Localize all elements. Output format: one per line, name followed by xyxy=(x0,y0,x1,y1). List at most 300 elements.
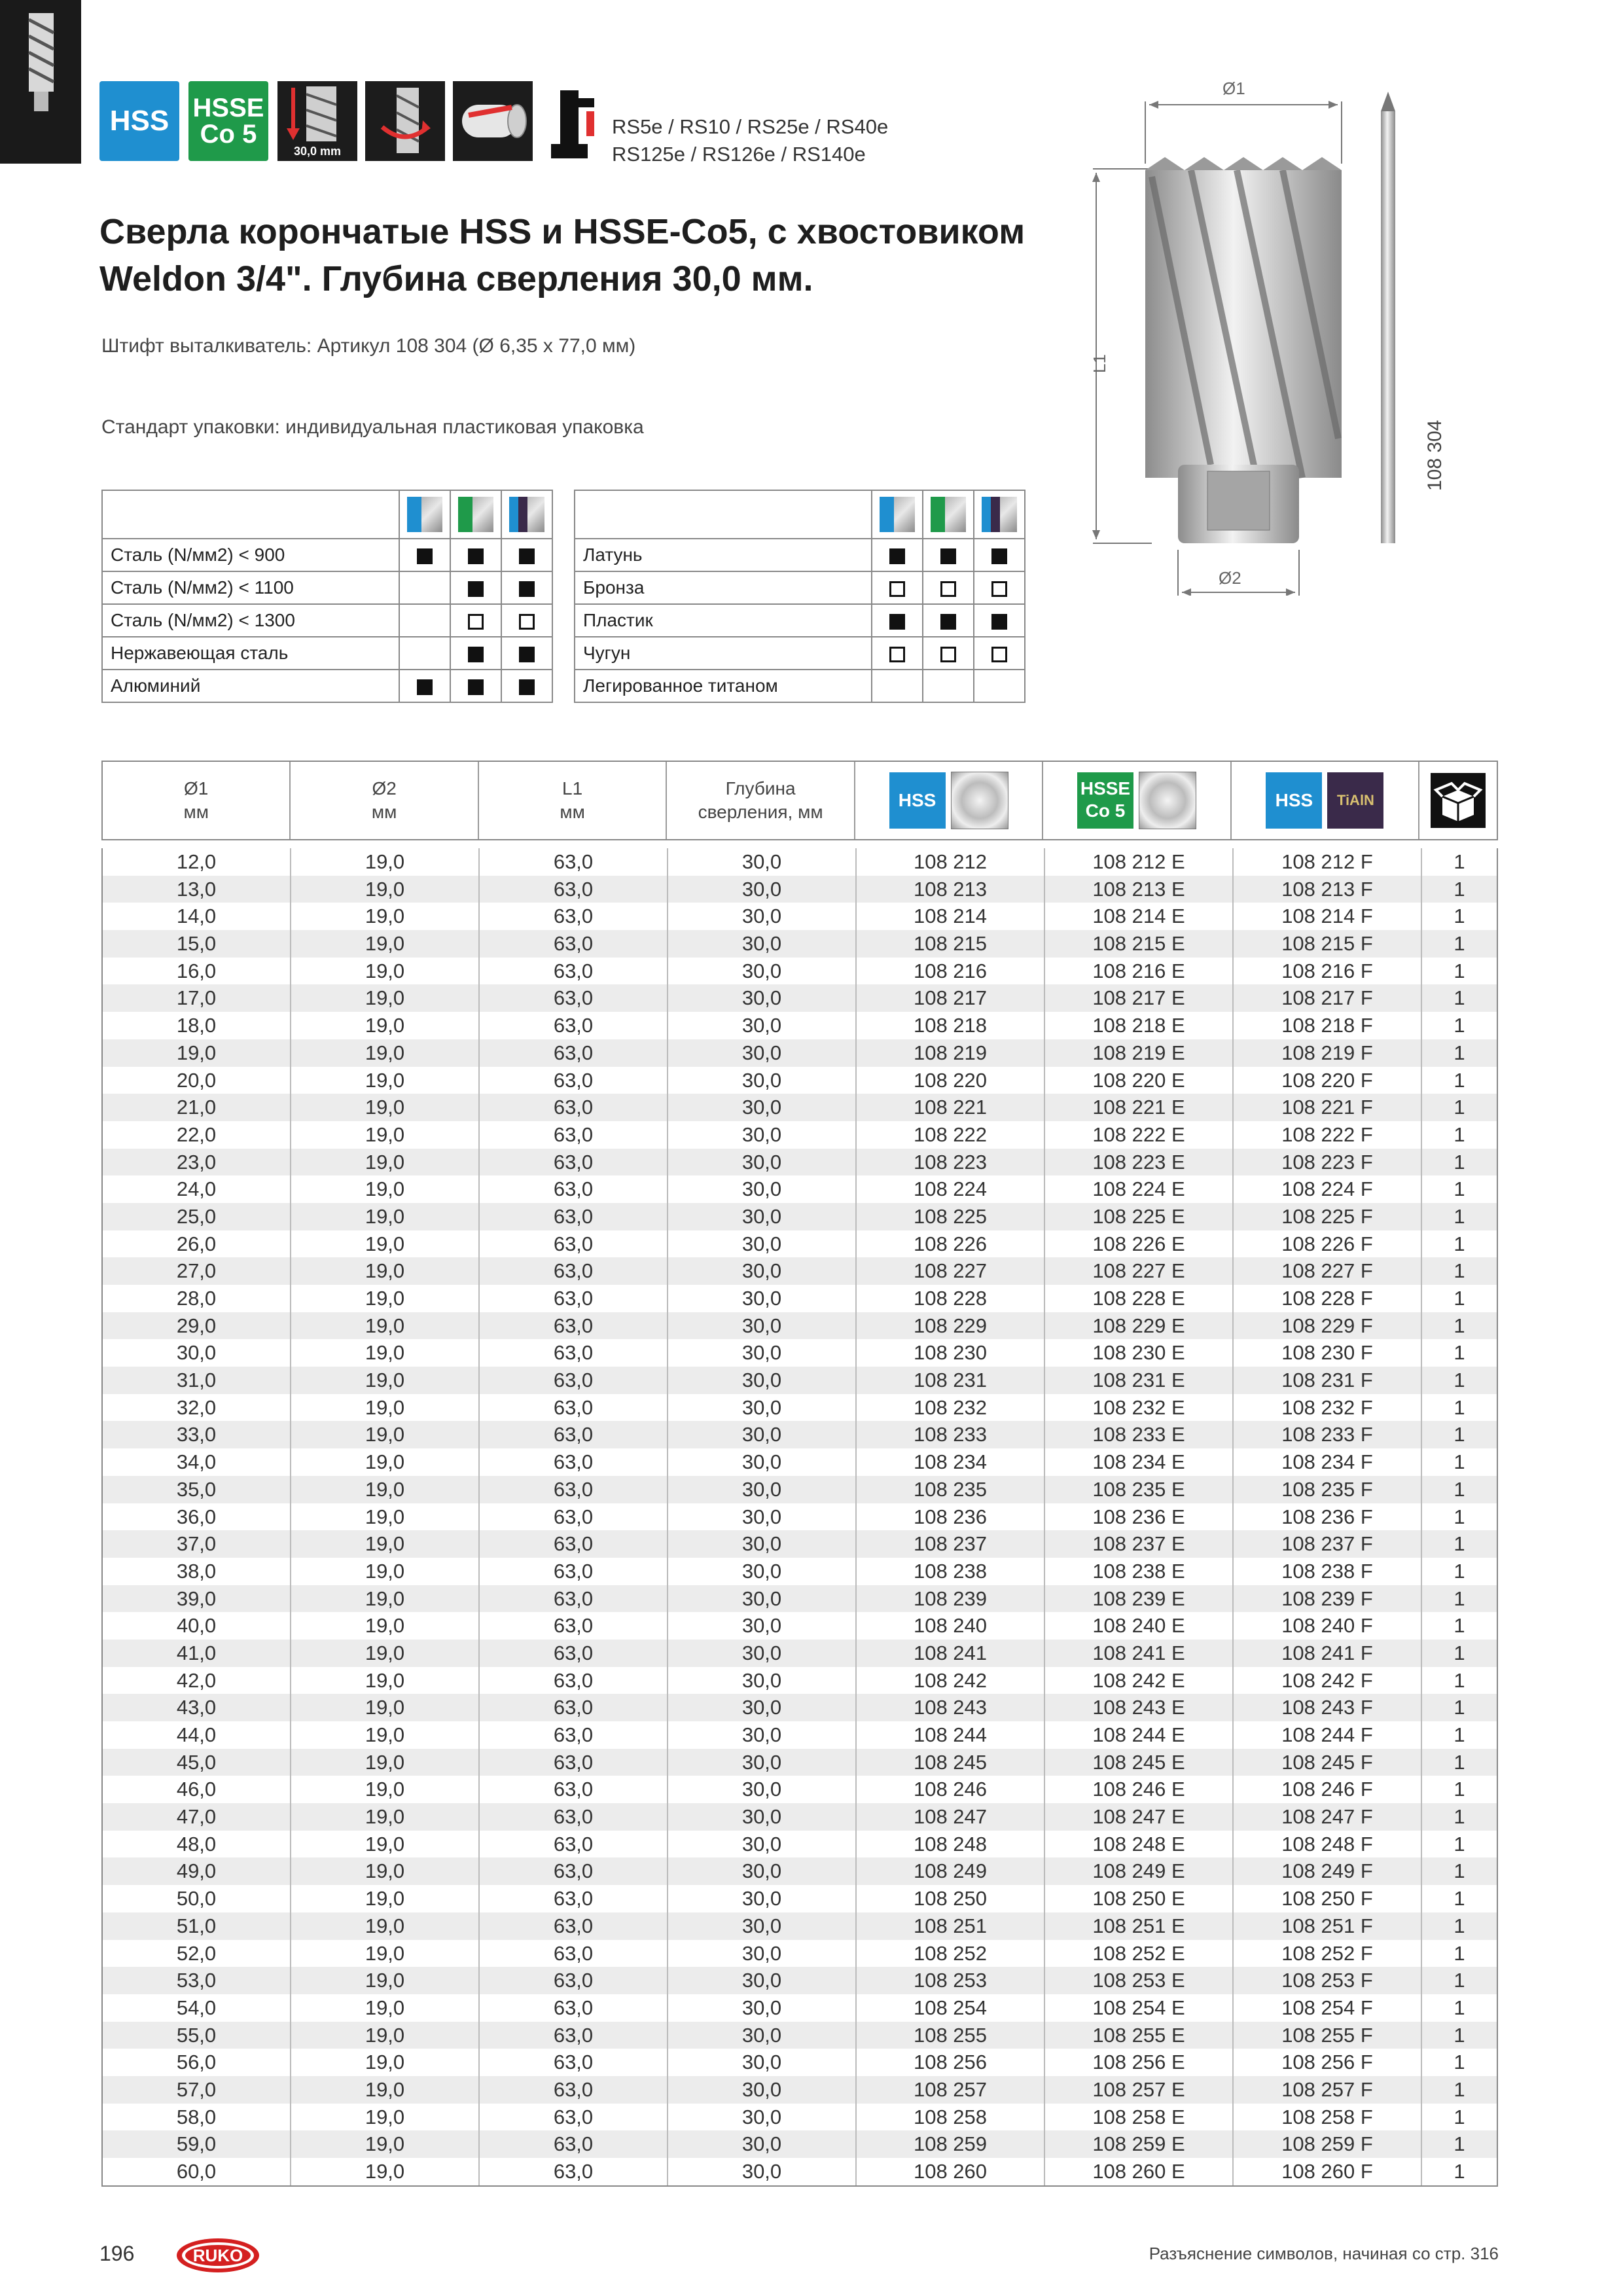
cell-d1: 34,0 xyxy=(103,1448,291,1476)
cell-d2: 19,0 xyxy=(291,1994,480,2022)
table-row xyxy=(103,1285,1497,1312)
cell-hss-article: 108 231 xyxy=(857,1367,1045,1394)
suitability-cell xyxy=(872,670,923,702)
cell-hsse-article: 108 213 E xyxy=(1045,876,1234,903)
suitable-filled-square-icon xyxy=(519,548,535,564)
cell-hsse-article: 108 242 E xyxy=(1045,1667,1234,1695)
cell-d1: 18,0 xyxy=(103,1012,291,1039)
cell-hsse-article: 108 250 E xyxy=(1045,1885,1234,1912)
table-row xyxy=(103,1394,1497,1422)
cell-tialn-article: 108 253 F xyxy=(1234,1967,1422,1994)
cell-d2: 19,0 xyxy=(291,1230,480,1258)
drawing-l1-label: L1 xyxy=(1089,354,1109,373)
cell-d1: 53,0 xyxy=(103,1967,291,1994)
cell-depth: 30,0 xyxy=(668,903,857,930)
cell-depth: 30,0 xyxy=(668,1312,857,1340)
cell-pack-qty: 1 xyxy=(1454,1696,1465,1719)
cell-tialn-article: 108 255 F xyxy=(1234,2022,1422,2049)
cell-d1: 19,0 xyxy=(103,1039,291,1067)
suitable-filled-square-icon xyxy=(991,614,1007,630)
conditional-open-square-icon xyxy=(991,581,1007,597)
cell-depth: 30,0 xyxy=(668,1175,857,1203)
cell-d2: 19,0 xyxy=(291,2158,480,2185)
compatible-machines-line1: RS5e / RS10 / RS25e / RS40e xyxy=(612,115,889,138)
cell-d1: 27,0 xyxy=(103,1257,291,1285)
suitable-filled-square-icon xyxy=(468,647,484,662)
cell-l1: 63,0 xyxy=(480,1476,668,1503)
cell-l1: 63,0 xyxy=(480,1667,668,1695)
cell-hsse-article: 108 259 E xyxy=(1045,2130,1234,2158)
cell-l1: 63,0 xyxy=(480,1994,668,2022)
cell-hss-article: 108 250 xyxy=(857,1885,1045,1912)
cell-pack-qty: 1 xyxy=(1454,1778,1465,1801)
cell-d2: 19,0 xyxy=(291,1612,480,1640)
material-name: Пластик xyxy=(575,604,872,637)
cell-d1: 49,0 xyxy=(103,1857,291,1885)
table-row xyxy=(103,1339,1497,1367)
material-row xyxy=(575,670,1025,702)
table-row xyxy=(103,1721,1497,1749)
cell-tialn-article: 108 251 F xyxy=(1234,1912,1422,1940)
cell-hsse-article: 108 243 E xyxy=(1045,1694,1234,1721)
cell-hss-article: 108 259 xyxy=(857,2130,1045,2158)
cell-hsse-article: 108 245 E xyxy=(1045,1749,1234,1776)
cell-d1: 54,0 xyxy=(103,1994,291,2022)
cell-depth: 30,0 xyxy=(668,1912,857,1940)
cell-pack-qty: 1 xyxy=(1454,1668,1465,1692)
suitability-cell xyxy=(399,604,450,637)
cell-depth: 30,0 xyxy=(668,1012,857,1039)
cell-depth: 30,0 xyxy=(668,1094,857,1121)
cell-tialn-article: 108 235 F xyxy=(1234,1476,1422,1503)
header-tialn xyxy=(1232,762,1419,839)
cell-d1: 38,0 xyxy=(103,1558,291,1585)
cell-l1: 63,0 xyxy=(480,958,668,985)
ejector-pin-label: 108 304 xyxy=(1424,420,1446,491)
cell-hss-article: 108 230 xyxy=(857,1339,1045,1367)
cell-l1: 63,0 xyxy=(480,1803,668,1831)
header-hsse-badge xyxy=(1077,772,1133,829)
cell-d2: 19,0 xyxy=(291,2049,480,2076)
material-name: Легированное титаном xyxy=(575,670,872,702)
table-row xyxy=(103,1421,1497,1448)
cell-l1: 63,0 xyxy=(480,1776,668,1803)
table-row xyxy=(103,1094,1497,1121)
suitability-cell xyxy=(399,571,450,604)
cell-d1: 17,0 xyxy=(103,984,291,1012)
material-row xyxy=(102,539,552,571)
hss-swatch-icon xyxy=(880,497,915,532)
suitability-cell xyxy=(399,539,450,571)
cell-tialn-article: 108 252 F xyxy=(1234,1940,1422,1967)
cell-tialn-article: 108 232 F xyxy=(1234,1394,1422,1422)
header-depth-line1: Глубина xyxy=(725,778,796,798)
cell-hss-article: 108 243 xyxy=(857,1694,1045,1721)
cell-hss-article: 108 244 xyxy=(857,1721,1045,1749)
cell-tialn-article: 108 247 F xyxy=(1234,1803,1422,1831)
cell-l1: 63,0 xyxy=(480,2104,668,2131)
cell-pack-qty: 1 xyxy=(1454,986,1465,1010)
cell-hsse-article: 108 215 E xyxy=(1045,930,1234,958)
cell-tialn-article: 108 240 F xyxy=(1234,1612,1422,1640)
cell-hss-article: 108 217 xyxy=(857,984,1045,1012)
cell-l1: 63,0 xyxy=(480,1585,668,1613)
cell-d2: 19,0 xyxy=(291,1831,480,1858)
cell-depth: 30,0 xyxy=(668,984,857,1012)
cell-d2: 19,0 xyxy=(291,984,480,1012)
suitable-filled-square-icon xyxy=(468,581,484,597)
cell-hsse-article: 108 214 E xyxy=(1045,903,1234,930)
suitable-filled-square-icon xyxy=(940,614,956,630)
conditional-open-square-icon xyxy=(889,581,905,597)
cell-depth: 30,0 xyxy=(668,1667,857,1695)
cell-l1: 63,0 xyxy=(480,2022,668,2049)
cell-d1: 45,0 xyxy=(103,1749,291,1776)
cell-pack-qty: 1 xyxy=(1454,1587,1465,1610)
cell-d1: 15,0 xyxy=(103,930,291,958)
cell-tialn-article: 108 248 F xyxy=(1234,1831,1422,1858)
cell-depth: 30,0 xyxy=(668,1558,857,1585)
cell-d2: 19,0 xyxy=(291,1067,480,1094)
suitability-cell xyxy=(501,539,552,571)
cell-d2: 19,0 xyxy=(291,930,480,958)
cell-hsse-article: 108 226 E xyxy=(1045,1230,1234,1258)
cell-pack-qty: 1 xyxy=(1454,850,1465,873)
cell-pack-qty: 1 xyxy=(1454,1559,1465,1583)
cell-hsse-article: 108 235 E xyxy=(1045,1476,1234,1503)
cell-pack-qty: 1 xyxy=(1454,2023,1465,2047)
cell-l1: 63,0 xyxy=(480,1558,668,1585)
table-row xyxy=(103,1476,1497,1503)
suitability-cell xyxy=(450,604,501,637)
packaging-note: Стандарт упаковки: индивидуальная пластиковая упаковка xyxy=(101,416,644,438)
material-name: Сталь (N/мм2) < 1100 xyxy=(102,571,399,604)
cell-hsse-article: 108 240 E xyxy=(1045,1612,1234,1640)
suitability-cell xyxy=(974,637,1025,670)
suitability-cell xyxy=(923,539,974,571)
cell-tialn-article: 108 220 F xyxy=(1234,1067,1422,1094)
cell-hss-article: 108 228 xyxy=(857,1285,1045,1312)
cell-d1: 57,0 xyxy=(103,2076,291,2104)
hsse-swatch-icon xyxy=(931,497,966,532)
cell-tialn-article: 108 241 F xyxy=(1234,1640,1422,1667)
suitable-filled-square-icon xyxy=(519,581,535,597)
conditional-open-square-icon xyxy=(940,581,956,597)
material-row xyxy=(102,637,552,670)
suitability-cell xyxy=(872,539,923,571)
cell-d2: 19,0 xyxy=(291,1558,480,1585)
suitability-cell xyxy=(399,670,450,702)
cell-hss-article: 108 255 xyxy=(857,2022,1045,2049)
cell-hss-article: 108 239 xyxy=(857,1585,1045,1613)
cell-hsse-article: 108 227 E xyxy=(1045,1257,1234,1285)
bright-finish-icon xyxy=(951,772,1008,829)
header-hss-tialn-badge: HSS xyxy=(1266,772,1322,829)
cell-depth: 30,0 xyxy=(668,876,857,903)
suitable-filled-square-icon xyxy=(889,548,905,564)
cell-tialn-article: 108 230 F xyxy=(1234,1339,1422,1367)
cell-hss-article: 108 246 xyxy=(857,1776,1045,1803)
suitability-cell xyxy=(450,670,501,702)
cell-l1: 63,0 xyxy=(480,1694,668,1721)
cell-l1: 63,0 xyxy=(480,848,668,876)
cell-depth: 30,0 xyxy=(668,1503,857,1531)
cell-pack-qty: 1 xyxy=(1454,1941,1465,1965)
table-row xyxy=(103,1857,1497,1885)
cell-hss-article: 108 242 xyxy=(857,1667,1045,1695)
cell-d2: 19,0 xyxy=(291,1421,480,1448)
cell-d2: 19,0 xyxy=(291,1803,480,1831)
cell-hsse-article: 108 258 E xyxy=(1045,2104,1234,2131)
table-row xyxy=(103,1885,1497,1912)
cell-depth: 30,0 xyxy=(668,848,857,876)
cell-hss-article: 108 241 xyxy=(857,1640,1045,1667)
cell-pack-qty: 1 xyxy=(1454,1969,1465,1992)
cell-depth: 30,0 xyxy=(668,1749,857,1776)
cell-l1: 63,0 xyxy=(480,1448,668,1476)
cell-tialn-article: 108 260 F xyxy=(1234,2158,1422,2185)
header-d1-label: Ø1 xyxy=(184,778,209,798)
table-row xyxy=(103,1640,1497,1667)
cell-l1: 63,0 xyxy=(480,1339,668,1367)
cell-pack-qty: 1 xyxy=(1454,1150,1465,1174)
product-table-header xyxy=(101,761,1498,840)
table-row xyxy=(103,848,1497,876)
cell-tialn-article: 108 236 F xyxy=(1234,1503,1422,1531)
cell-d2: 19,0 xyxy=(291,1640,480,1667)
cell-d1: 52,0 xyxy=(103,1940,291,1967)
table-row xyxy=(103,2104,1497,2131)
cell-d2: 19,0 xyxy=(291,1667,480,1695)
cell-depth: 30,0 xyxy=(668,2076,857,2104)
suitable-filled-square-icon xyxy=(468,548,484,564)
cell-d1: 32,0 xyxy=(103,1394,291,1422)
table-row xyxy=(103,903,1497,930)
cell-tialn-article: 108 243 F xyxy=(1234,1694,1422,1721)
cell-hsse-article: 108 234 E xyxy=(1045,1448,1234,1476)
pipe-icon xyxy=(453,81,533,161)
suitability-cell xyxy=(450,539,501,571)
cell-pack-qty: 1 xyxy=(1454,1450,1465,1474)
material-name: Чугун xyxy=(575,637,872,670)
cell-depth: 30,0 xyxy=(668,1530,857,1558)
table-row xyxy=(103,1503,1497,1531)
suitability-cell xyxy=(501,571,552,604)
page-title-line1: Сверла корончатые HSS и HSSE-Co5, с хвостовиком xyxy=(99,212,1026,251)
cell-hss-article: 108 254 xyxy=(857,1994,1045,2022)
header-d1-unit: мм xyxy=(183,802,209,822)
table-row xyxy=(103,2022,1497,2049)
cell-pack-qty: 1 xyxy=(1454,1068,1465,1092)
cell-l1: 63,0 xyxy=(480,1312,668,1340)
table-row xyxy=(103,1012,1497,1039)
cell-tialn-article: 108 249 F xyxy=(1234,1857,1422,1885)
cell-l1: 63,0 xyxy=(480,1831,668,1858)
cell-pack-qty: 1 xyxy=(1454,932,1465,956)
cell-d2: 19,0 xyxy=(291,1530,480,1558)
suitable-filled-square-icon xyxy=(468,679,484,695)
cell-d1: 44,0 xyxy=(103,1721,291,1749)
cell-d1: 51,0 xyxy=(103,1912,291,1940)
cell-hss-article: 108 220 xyxy=(857,1067,1045,1094)
table-row xyxy=(103,1558,1497,1585)
cell-depth: 30,0 xyxy=(668,958,857,985)
cell-hsse-article: 108 219 E xyxy=(1045,1039,1234,1067)
table-row xyxy=(103,1530,1497,1558)
magnetic-drill-machine-icon xyxy=(547,85,603,162)
cell-hsse-article: 108 222 E xyxy=(1045,1121,1234,1149)
core-drill-drawing xyxy=(1080,72,1472,596)
cell-l1: 63,0 xyxy=(480,1012,668,1039)
cell-hsse-article: 108 247 E xyxy=(1045,1803,1234,1831)
hsse-co5-badge xyxy=(188,81,268,161)
cell-depth: 30,0 xyxy=(668,1067,857,1094)
table-row xyxy=(103,1612,1497,1640)
cell-d1: 28,0 xyxy=(103,1285,291,1312)
hss-badge xyxy=(99,81,179,161)
cell-hsse-article: 108 248 E xyxy=(1045,1831,1234,1858)
cell-l1: 63,0 xyxy=(480,1149,668,1176)
header-hsse xyxy=(1043,762,1231,839)
cell-pack-qty: 1 xyxy=(1454,1014,1465,1037)
cell-hss-article: 108 247 xyxy=(857,1803,1045,1831)
cell-d1: 14,0 xyxy=(103,903,291,930)
cell-tialn-article: 108 221 F xyxy=(1234,1094,1422,1121)
cell-hsse-article: 108 212 E xyxy=(1045,848,1234,876)
table-row xyxy=(103,1448,1497,1476)
cell-tialn-article: 108 224 F xyxy=(1234,1175,1422,1203)
cell-l1: 63,0 xyxy=(480,1094,668,1121)
cell-d2: 19,0 xyxy=(291,2076,480,2104)
cell-hss-article: 108 234 xyxy=(857,1448,1045,1476)
material-row xyxy=(102,670,552,702)
cell-d2: 19,0 xyxy=(291,876,480,903)
cell-l1: 63,0 xyxy=(480,1967,668,1994)
cell-d2: 19,0 xyxy=(291,903,480,930)
cell-hss-article: 108 245 xyxy=(857,1749,1045,1776)
cell-d2: 19,0 xyxy=(291,1121,480,1149)
header-l1-unit: мм xyxy=(560,802,585,822)
cell-depth: 30,0 xyxy=(668,1421,857,1448)
material-name: Сталь (N/мм2) < 900 xyxy=(102,539,399,571)
cell-d2: 19,0 xyxy=(291,1721,480,1749)
header-depth-line2: сверления, мм xyxy=(698,802,823,822)
material-name: Латунь xyxy=(575,539,872,571)
cell-d2: 19,0 xyxy=(291,1149,480,1176)
cell-depth: 30,0 xyxy=(668,1585,857,1613)
cell-d1: 33,0 xyxy=(103,1421,291,1448)
cell-pack-qty: 1 xyxy=(1454,1041,1465,1064)
cell-hss-article: 108 253 xyxy=(857,1967,1045,1994)
cell-pack-qty: 1 xyxy=(1454,1369,1465,1392)
cell-pack-qty: 1 xyxy=(1454,1314,1465,1337)
suitable-filled-square-icon xyxy=(519,679,535,695)
cell-d2: 19,0 xyxy=(291,1912,480,1940)
cell-hss-article: 108 214 xyxy=(857,903,1045,930)
cell-tialn-article: 108 259 F xyxy=(1234,2130,1422,2158)
table-row xyxy=(103,1994,1497,2022)
cell-hsse-article: 108 256 E xyxy=(1045,2049,1234,2076)
cell-d1: 22,0 xyxy=(103,1121,291,1149)
header-l1-label: L1 xyxy=(562,778,583,798)
header-hsse-line1: HSSE xyxy=(1080,778,1131,798)
cell-hss-article: 108 252 xyxy=(857,1940,1045,1967)
table-row xyxy=(103,2049,1497,2076)
cell-d1: 50,0 xyxy=(103,1885,291,1912)
cell-pack-qty: 1 xyxy=(1454,1204,1465,1228)
cell-pack-qty: 1 xyxy=(1454,877,1465,901)
material-name: Сталь (N/мм2) < 1300 xyxy=(102,604,399,637)
table-row xyxy=(103,2076,1497,2104)
cell-pack-qty: 1 xyxy=(1454,1232,1465,1255)
cell-tialn-article: 108 238 F xyxy=(1234,1558,1422,1585)
cell-hss-article: 108 260 xyxy=(857,2158,1045,2185)
suitability-cell xyxy=(923,571,974,604)
cell-l1: 63,0 xyxy=(480,1612,668,1640)
cell-d1: 47,0 xyxy=(103,1803,291,1831)
cell-tialn-article: 108 219 F xyxy=(1234,1039,1422,1067)
table-row xyxy=(103,1312,1497,1340)
tialn-swatch-icon xyxy=(509,497,544,532)
cell-hss-article: 108 229 xyxy=(857,1312,1045,1340)
material-header-blank xyxy=(575,490,872,539)
cell-depth: 30,0 xyxy=(668,1448,857,1476)
cell-hss-article: 108 251 xyxy=(857,1912,1045,1940)
cell-d2: 19,0 xyxy=(291,1585,480,1613)
cell-tialn-article: 108 227 F xyxy=(1234,1257,1422,1285)
cell-d2: 19,0 xyxy=(291,1940,480,1967)
cell-tialn-article: 108 228 F xyxy=(1234,1285,1422,1312)
cell-hss-article: 108 235 xyxy=(857,1476,1045,1503)
cell-pack-qty: 1 xyxy=(1454,1723,1465,1746)
cell-tialn-article: 108 246 F xyxy=(1234,1776,1422,1803)
cell-d2: 19,0 xyxy=(291,2130,480,2158)
table-row xyxy=(103,930,1497,958)
cell-l1: 63,0 xyxy=(480,903,668,930)
cell-hsse-article: 108 238 E xyxy=(1045,1558,1234,1585)
cell-hsse-article: 108 249 E xyxy=(1045,1857,1234,1885)
cell-d1: 56,0 xyxy=(103,2049,291,2076)
cell-pack-qty: 1 xyxy=(1454,2051,1465,2074)
table-row xyxy=(103,1694,1497,1721)
cell-tialn-article: 108 225 F xyxy=(1234,1203,1422,1230)
material-table-right xyxy=(574,490,1026,703)
cell-d1: 29,0 xyxy=(103,1312,291,1340)
tube-material-icon xyxy=(453,81,533,161)
conditional-open-square-icon xyxy=(940,647,956,662)
cell-depth: 30,0 xyxy=(668,1203,857,1230)
suitable-filled-square-icon xyxy=(519,647,535,662)
cell-d1: 48,0 xyxy=(103,1831,291,1858)
cell-hss-article: 108 227 xyxy=(857,1257,1045,1285)
cell-hsse-article: 108 218 E xyxy=(1045,1012,1234,1039)
cell-d2: 19,0 xyxy=(291,1012,480,1039)
cell-hss-article: 108 258 xyxy=(857,2104,1045,2131)
product-table-body xyxy=(101,848,1498,2187)
cell-hsse-article: 108 241 E xyxy=(1045,1640,1234,1667)
conditional-open-square-icon xyxy=(468,614,484,630)
suitability-cell xyxy=(501,637,552,670)
header-d2-unit: мм xyxy=(371,802,397,822)
cell-depth: 30,0 xyxy=(668,1640,857,1667)
cell-hss-article: 108 218 xyxy=(857,1012,1045,1039)
cell-hsse-article: 108 236 E xyxy=(1045,1503,1234,1531)
cell-d2: 19,0 xyxy=(291,958,480,985)
cell-tialn-article: 108 231 F xyxy=(1234,1367,1422,1394)
cell-d1: 46,0 xyxy=(103,1776,291,1803)
cell-depth: 30,0 xyxy=(668,1476,857,1503)
table-row xyxy=(103,1940,1497,1967)
